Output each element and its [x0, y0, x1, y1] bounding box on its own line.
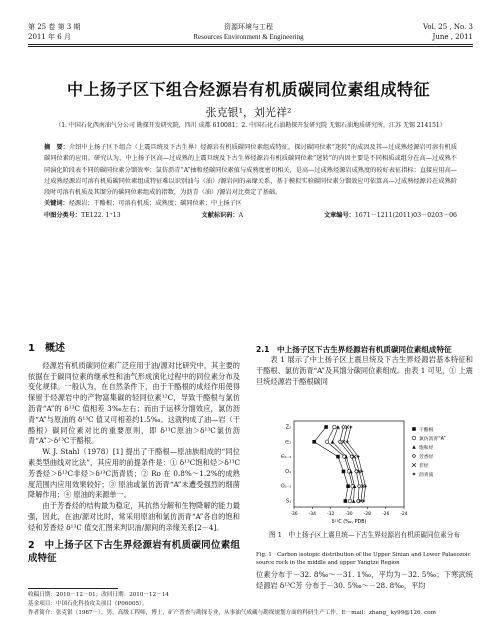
- intro-paragraph-2: W. J. Stahl（1978）[1] 提出了干酪根—原油族组成的“同位素类型曲线对比法”，其应用的前提条件是：① δ¹³C饱和烃＞δ¹³C芳香烃＞δ¹³C非烃＞δ¹³C沥青质；② Ro 在 0.8%～1.2%的成熟度范围内应用效果较好；③ 原油或氯仿沥青“A”未遭受强烈的细菌降解作用；④ 原油的来源单一。: [28, 447, 240, 500]
- x-tick-label: -32: [326, 512, 335, 517]
- legend-marker: [412, 436, 416, 440]
- doc-code-value: A: [238, 211, 244, 219]
- x-tick-label: -24: [400, 512, 408, 517]
- series-line: [347, 427, 365, 501]
- header-rule-2: [28, 46, 473, 47]
- doc-code-label: 文献标识码：: [201, 211, 239, 219]
- category-label: O₁: [285, 469, 291, 475]
- data-point: [352, 499, 356, 503]
- intro-paragraph-3: 由于芳香烃的结构最为稳定，其抗热分解和生物降解的能力最强，因此，在油/源对比时，常采用原油和氯仿沥青“A”各自的饱和烃和芳香烃 δ¹³C 值交汇图来判识油/源间的亲缘关系[2－4]。: [28, 501, 240, 532]
- legend-label: 饱和烃: [419, 445, 434, 451]
- abstract-text: 介绍中上扬子区下组合（上震旦统及下古生界）烃源岩有机质碳同位素组成特征，探讨碳同位素“迷转”的成因及其—过成熟烃源岩可溶有机质碳同位素的应用。研究认为，中上扬子区高—过成熟的上震旦统及下古生界烃源岩有机质碳同位素“迷转”的内因主要是不同相质或组分在高—过成熟不同演化阶段表不同的碳同位素分馏效率；氯仿沥青“A”抽和烃碳同位素值与成熟度密切相关，是高—过成熟烃源岩成熟度的较好表征指标；直接应用高—过成熟烃源岩可溶有机质碳同位素组成特征难以识别油与（油）/源岩间的亲缘关系，基于模拟实验碳同位素分馏效应可依算高—过成熟烃源岩在成熟阶段时可溶有机质及其馏分的碳同位素组成的指数，为沥青（油）/源岩对比奠定了基础。: [44, 144, 458, 197]
- legend-label: 氯仿沥青“A”: [419, 436, 446, 442]
- data-point: [349, 425, 353, 429]
- data-point: [342, 425, 346, 429]
- clc-label: 中图分类号：: [44, 211, 82, 219]
- journal-name-en: Resources Environment & Engineering: [193, 33, 304, 41]
- author-affiliation: （1. 中国石化西南油气分公司 勘探开发研究院，四川 成都 610081；2. 中国石化石油勘探开发研究院 无锡石油地质研究所，江苏 无锡 214151）: [55, 122, 446, 129]
- data-point: [348, 499, 352, 503]
- chart-plot-area: [280, 421, 446, 525]
- legend-label: 芳香烃: [419, 454, 434, 460]
- data-point: [344, 499, 348, 503]
- data-point: [336, 455, 340, 459]
- legend-marker: [412, 427, 416, 431]
- right-column: [256, 344, 473, 387]
- clc-value: TE122. 1⁺13: [81, 211, 121, 219]
- data-point: [331, 440, 335, 444]
- article-title: 中上扬子区下组合烃源岩有机质碳同位素组成特征: [66, 80, 430, 99]
- x-tick-label: -36: [290, 512, 298, 517]
- x-tick-label: -34: [308, 512, 317, 517]
- author-bio: 作者简介：张克银（1967－），男，高级工程师，博士，矿产普查与勘探专业，从事油气成藏与勘探规划方面的科研生产工作。E－mail：zhang_ ky99@126. com: [28, 610, 436, 616]
- category-label: S₁: [286, 499, 291, 505]
- data-point: [345, 425, 349, 429]
- section-2-1-heading: 2.1 中上扬子区下古生界烃源岩有机质碳同位素组成特征: [256, 345, 452, 354]
- data-point: [342, 470, 346, 474]
- left-column: [28, 344, 240, 565]
- article-authors: 张克银¹，刘光祥²: [205, 106, 292, 119]
- data-point: [336, 425, 340, 429]
- legend-label: 沥青质: [419, 472, 434, 478]
- section-2-1-paragraph-1: 表 1 展示了中上扬子区上震旦统及下古生界烃源岩基本特征和干酪根、氯仿沥青“A”及其馏分碳同位素组成。由表 1 可见，① 上震旦统烃源岩干酪根碳同: [256, 355, 473, 386]
- section-1-heading: 1 概述: [28, 343, 65, 354]
- section-2-1-paragraph-2: 位素分布于－32. 8‰～－31. 1‰，平均为－32. 5‰；下寒武统烃源岩 δ¹³C芳 分布于－30. 5‰～－28. 8‰，平均: [256, 570, 473, 590]
- x-axis-label: δ¹³C (‰, PDB): [331, 520, 367, 525]
- journal-date: 2011 年 6 月: [28, 33, 71, 41]
- category-label: ∈₁: [284, 440, 291, 446]
- legend-marker: [412, 445, 416, 449]
- footnote-block: [28, 591, 473, 618]
- series-line: [314, 427, 348, 501]
- journal-date-en: June , 2011: [432, 33, 473, 41]
- clc-row: [44, 210, 457, 221]
- figure-caption-en: Fig. 1 Carbon isotopic distribution of the Upper Sinian and Lower Palaeozoic source rock in the middle and upper Yangtze Region: [256, 552, 471, 566]
- intro-paragraph-1: 烃源岩有机质碳同位素广泛应用于油/源对比研究中，其主要的依据在于碳同位素的继承性和油气形成演化过程中的同位素分布及变化规律。一般认为，在自然条件下，由于干酪根的成烃作用使得保留于烃源岩中的产物富集碳的轻同位素¹²C，导致干酪根与氯仿沥青“A”的 δ¹³C 值相差 3‰左右；而由于运移分馏效应，氯仿沥青“A”与原油的 δ¹³C 值又可相差约1.5‰。这就构成了油—岩（干酪根）碳同位素对比的重要原则，即 δ¹³C原油＞δ¹³C氯仿沥青“A”＞δ¹³C干酪根。: [28, 360, 240, 446]
- legend-marker: [412, 472, 416, 476]
- x-tick-label: -28: [363, 512, 372, 517]
- data-point: [357, 484, 361, 488]
- section-2-heading: 2 中上扬子区下古生界烃源岩有机质碳同位素组成特征: [28, 539, 240, 564]
- article-no-label: 文章编号：: [323, 211, 355, 219]
- footnote-rule: [28, 588, 118, 589]
- header-rule: [28, 44, 473, 45]
- figure-caption-cn: 图 1 中上扬子区上震旦统—下古生界烃源岩有机质碳同位素分布: [269, 531, 460, 539]
- received-date: 收稿日期：2010－12－01；改回日期：2010－12－14: [28, 592, 169, 598]
- data-point: [324, 425, 328, 429]
- series-line: [333, 427, 355, 501]
- journal-volume-issue: 第 25 卷 第 3 期: [28, 23, 81, 31]
- abstract-label: 摘 要：: [44, 144, 70, 151]
- series-line: [340, 427, 359, 501]
- legend-marker: [412, 463, 416, 467]
- data-point: [325, 440, 329, 444]
- abstract-block: [44, 142, 457, 221]
- category-label: ∈₂₋₃: [280, 455, 291, 461]
- article-no-value: 1671－1211(2011)03－0203－06: [354, 211, 457, 219]
- keywords-label: 关键词：: [44, 200, 69, 208]
- fund-info: 基金项目：中国石化科技攻关项目（P06005）。: [28, 601, 148, 607]
- category-label: O₂₋₃: [280, 484, 291, 490]
- data-point: [312, 440, 316, 444]
- journal-name-cn: 资源环境与工程: [224, 23, 273, 31]
- journal-vol-en: Vol. 25 , No. 3: [422, 23, 473, 31]
- carbon-isotope-chart: [272, 415, 470, 525]
- legend-label: 干酪根: [419, 427, 434, 433]
- data-point: [346, 484, 350, 488]
- legend-label: 非烃: [419, 463, 429, 469]
- keywords-text: 烃源岩；干酪根；可溶有机质；成熟度；碳同位素；中上扬子区: [68, 200, 242, 208]
- x-tick-label: -30: [345, 512, 353, 517]
- category-label: Z₂: [285, 425, 291, 431]
- legend-marker: [412, 454, 416, 458]
- data-point: [342, 440, 346, 444]
- x-tick-label: -26: [381, 512, 390, 517]
- data-point: [333, 425, 337, 429]
